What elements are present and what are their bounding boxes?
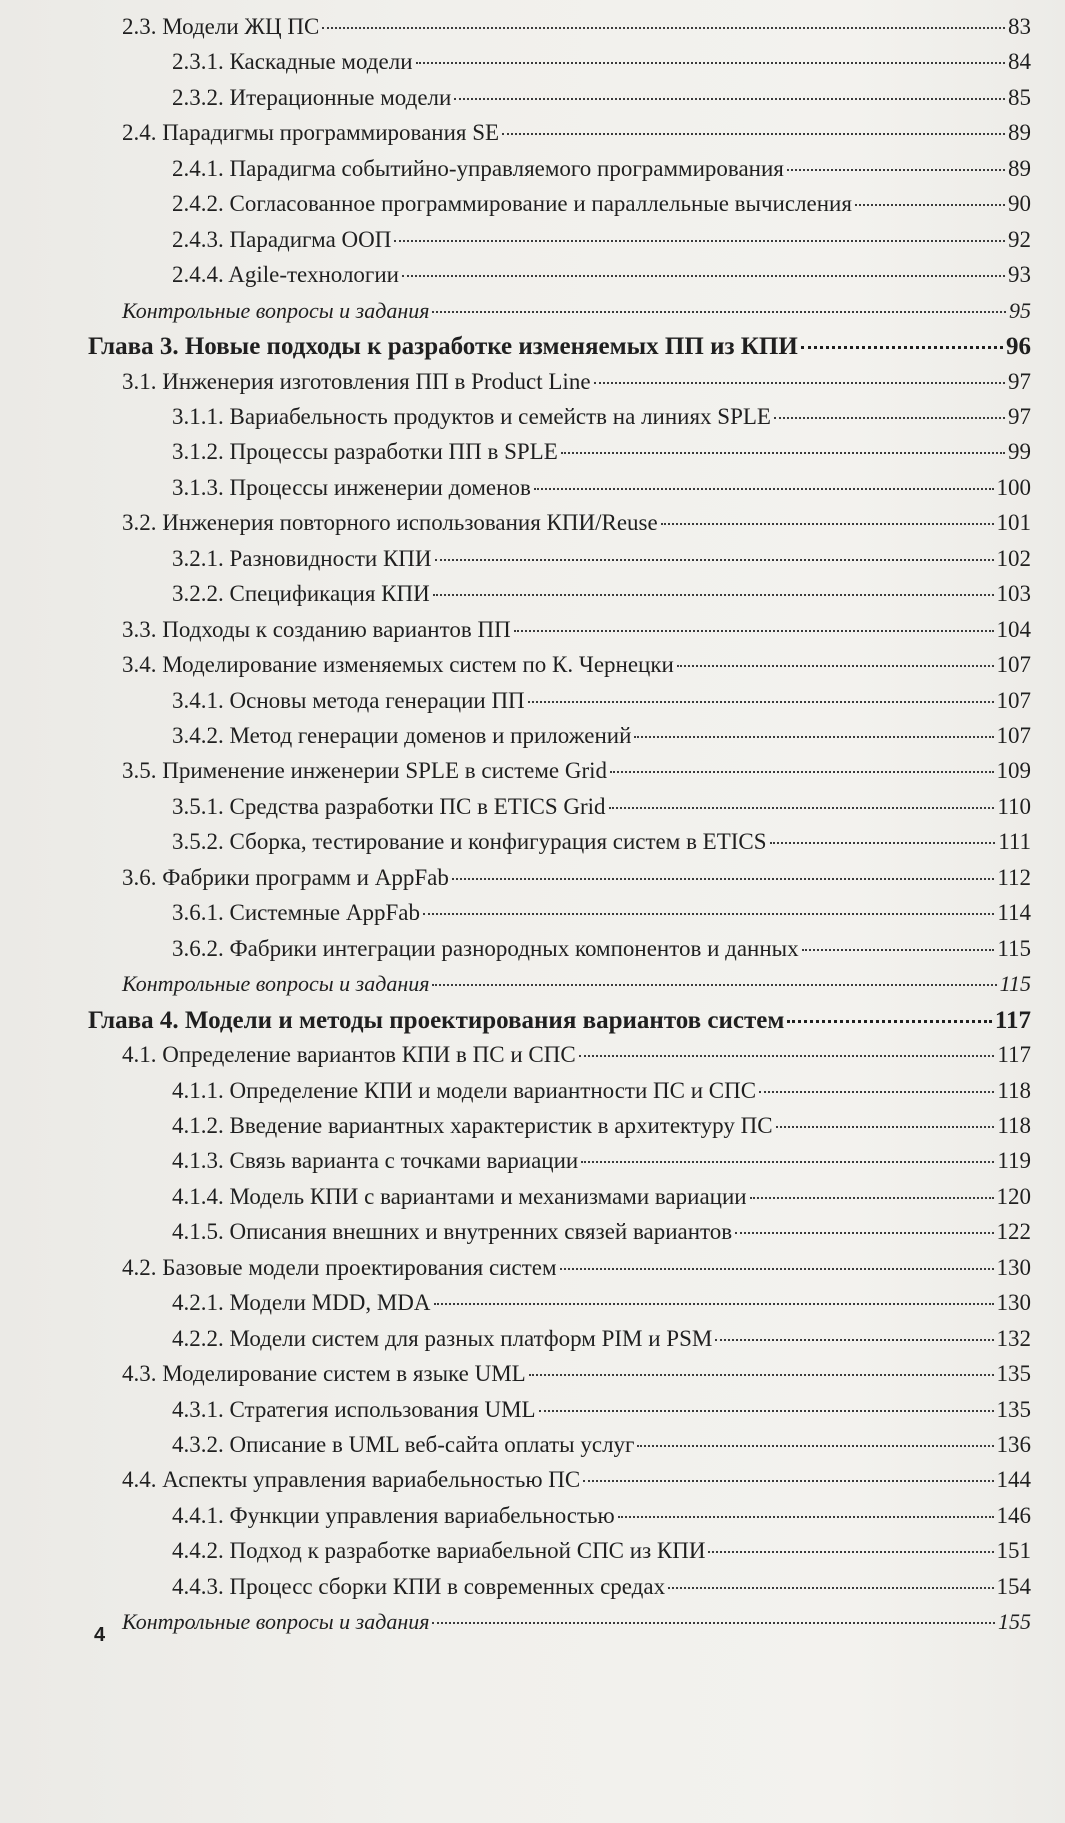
toc-entry-title: 4.1.1. Определение КПИ и модели вариантности ПС и СПС xyxy=(172,1077,757,1103)
toc-entry-page: 120 xyxy=(996,1183,1031,1209)
toc-entry-page: 111 xyxy=(998,829,1031,855)
toc-chapter-entry xyxy=(88,1007,1031,1035)
toc-entry xyxy=(172,1078,1031,1104)
toc-entry-page: 107 xyxy=(996,652,1031,678)
toc-entry-title: 4.3.1. Стратегия использования UML xyxy=(172,1396,536,1422)
dot-leader xyxy=(708,1550,993,1553)
toc-entry-title: 3.6.1. Системные AppFab xyxy=(172,900,421,926)
dot-leader xyxy=(802,948,995,951)
toc-review-questions-entry xyxy=(122,971,1031,997)
toc-entry-title: 3.1.1. Вариабельность продуктов и семейств на линиях SPLE xyxy=(172,403,771,429)
toc-entry xyxy=(122,617,1031,643)
dot-leader xyxy=(661,522,994,525)
toc-entry-page: 90 xyxy=(1008,191,1031,217)
toc-entry-title: 3.5. Применение инженерии SPLE в системе Grid xyxy=(122,758,608,784)
toc-entry-page: 97 xyxy=(1008,368,1031,394)
toc-entry xyxy=(172,156,1031,182)
toc-entry-page: 132 xyxy=(996,1325,1031,1351)
toc-entry xyxy=(172,227,1031,253)
dot-leader xyxy=(770,841,996,844)
toc-entry xyxy=(122,652,1031,678)
dot-leader xyxy=(759,1090,994,1093)
dot-leader xyxy=(581,1160,994,1163)
toc-entry-page: 112 xyxy=(997,864,1031,890)
toc-entry-page: 93 xyxy=(1008,262,1031,288)
dot-leader xyxy=(561,451,1005,454)
dot-leader xyxy=(583,1479,993,1482)
toc-entry xyxy=(172,85,1031,111)
toc-entry-title: 3.1. Инженерия изготовления ПП в Product Line xyxy=(122,368,591,394)
toc-entry-page: 118 xyxy=(997,1077,1031,1103)
toc-entry-title: Глава 3. Новые подходы к разработке изменяемых ПП из КПИ xyxy=(88,333,798,361)
toc-entry-page: 146 xyxy=(996,1502,1031,1528)
toc-entry-title: 3.2.2. Спецификация КПИ xyxy=(172,581,430,607)
dot-leader xyxy=(594,381,1005,384)
toc-entry-page: 135 xyxy=(996,1361,1031,1387)
toc-entry-title: 4.2. Базовые модели проектирования систем xyxy=(122,1254,557,1280)
toc-entry xyxy=(122,1361,1031,1387)
toc-entry-title: 4.1. Определение вариантов КПИ в ПС и СПС xyxy=(122,1042,576,1068)
toc-entry-page: 154 xyxy=(996,1573,1031,1599)
dot-leader xyxy=(434,1302,994,1305)
toc-entry-page: 115 xyxy=(999,971,1031,997)
toc-entry-page: 92 xyxy=(1008,226,1031,252)
toc-entry-title: 3.3. Подходы к созданию вариантов ПП xyxy=(122,616,511,642)
toc-entry-title: 3.2.1. Разновидности КПИ xyxy=(172,545,432,571)
toc-entry-title: 3.4.2. Метод генерации доменов и приложений xyxy=(172,723,632,748)
toc-entry-page: 122 xyxy=(996,1219,1031,1245)
dot-leader xyxy=(610,770,993,773)
toc-entry-title: 2.4.2. Согласованное программирование и параллельные вычисления xyxy=(172,191,852,217)
dot-leader xyxy=(502,132,1005,135)
toc-entry-title: 4.1.4. Модель КПИ с вариантами и механизмами вариации xyxy=(172,1183,747,1209)
toc-entry xyxy=(172,1432,1031,1458)
toc-entry-page: 83 xyxy=(1008,14,1031,39)
toc-entry xyxy=(122,1467,1031,1493)
toc-entry-title: 2.3. Модели ЖЦ ПС xyxy=(122,14,320,39)
toc-entry-title: 2.4.3. Парадигма ООП xyxy=(172,226,392,252)
toc-entry-title: 3.6. Фабрики программ и AppFab xyxy=(122,864,449,890)
toc-entry-title: 4.4.1. Функции управления вариабельностью xyxy=(172,1502,615,1528)
dot-leader xyxy=(787,1019,991,1023)
toc-entry xyxy=(172,1113,1031,1139)
toc-entry xyxy=(172,1148,1031,1174)
toc-entry-page: 110 xyxy=(997,793,1031,819)
toc-entry-page: 155 xyxy=(998,1609,1031,1635)
toc-entry-title: 4.1.3. Связь варианта с точками вариации xyxy=(172,1148,579,1174)
dot-leader xyxy=(677,664,994,667)
toc-entry-page: 89 xyxy=(1008,120,1031,146)
toc-entry-page: 99 xyxy=(1008,439,1031,465)
dot-leader xyxy=(801,345,1003,349)
toc-entry-title: 3.4. Моделирование изменяемых систем по К. Чернецки xyxy=(122,652,674,678)
toc-entry-title: 3.5.2. Сборка, тестирование и конфигурация систем в ETICS xyxy=(172,829,767,855)
toc-entry-title: 2.4.4. Agile-технологии xyxy=(172,262,399,288)
dot-leader xyxy=(560,1267,994,1270)
toc-entry xyxy=(122,510,1031,536)
dot-leader xyxy=(750,1196,994,1199)
dot-leader xyxy=(416,61,1005,64)
toc-entry xyxy=(172,546,1031,572)
toc-entry-page: 95 xyxy=(1009,297,1031,323)
toc-entry-title: Контрольные вопросы и задания xyxy=(122,297,430,323)
toc-entry xyxy=(172,404,1031,430)
toc-entry-title: 2.3.2. Итерационные модели xyxy=(172,84,452,110)
dot-leader xyxy=(787,168,1005,171)
toc-entry xyxy=(172,688,1031,714)
dot-leader xyxy=(579,1054,995,1057)
dot-leader xyxy=(668,1586,993,1589)
toc-entry xyxy=(172,1503,1031,1529)
toc-entry-page: 135 xyxy=(996,1396,1031,1422)
toc-entry-page: 85 xyxy=(1008,84,1031,110)
toc-entry-page: 97 xyxy=(1008,403,1031,429)
dot-leader xyxy=(634,735,993,738)
toc-entry xyxy=(172,581,1031,607)
toc-entry-page: 107 xyxy=(996,723,1031,748)
dot-leader xyxy=(322,26,1005,29)
toc-entry xyxy=(122,120,1031,146)
toc-entry-page: 96 xyxy=(1006,333,1031,361)
toc-entry-page: 84 xyxy=(1008,49,1031,75)
toc-entry-page: 101 xyxy=(996,510,1031,536)
toc-entry-title: 4.1.2. Введение вариантных характеристик в архитектуру ПС xyxy=(172,1112,773,1138)
toc-entry xyxy=(172,900,1031,926)
dot-leader xyxy=(855,203,1005,206)
toc-entry xyxy=(122,1042,1031,1068)
toc-entry-page: 100 xyxy=(996,474,1031,500)
toc-entry-page: 119 xyxy=(997,1148,1031,1174)
dot-leader xyxy=(432,983,996,986)
dot-leader xyxy=(435,558,994,561)
toc-entry xyxy=(172,1574,1031,1600)
toc-entry-title: 3.2. Инженерия повторного использования КПИ/Reuse xyxy=(122,510,658,536)
dot-leader xyxy=(539,1409,994,1412)
dot-leader xyxy=(776,1125,995,1128)
toc-entry-page: 151 xyxy=(996,1538,1031,1564)
toc-entry xyxy=(172,794,1031,820)
toc-entry-title: 2.4. Парадигмы программирования SE xyxy=(122,120,500,146)
toc-entry xyxy=(172,262,1031,288)
dot-leader xyxy=(433,593,994,596)
toc-entry xyxy=(172,829,1031,855)
dot-leader xyxy=(618,1515,994,1518)
toc-entry xyxy=(172,191,1031,217)
dot-leader xyxy=(454,97,1005,100)
dot-leader xyxy=(534,487,994,490)
toc-entry xyxy=(172,475,1031,501)
toc-entry-title: 3.4.1. Основы метода генерации ПП xyxy=(172,687,525,713)
toc-entry-page: 144 xyxy=(996,1467,1031,1493)
dot-leader xyxy=(774,416,1005,419)
toc-entry-title: 4.3. Моделирование систем в языке UML xyxy=(122,1361,526,1387)
toc-entry xyxy=(172,1290,1031,1316)
toc-entry xyxy=(122,1255,1031,1281)
dot-leader xyxy=(637,1444,993,1447)
toc-entry-title: 3.1.2. Процессы разработки ПП в SPLE xyxy=(172,439,558,465)
toc-entry-page: 109 xyxy=(996,758,1031,784)
toc-entry xyxy=(172,1326,1031,1352)
dot-leader xyxy=(402,274,1005,277)
dot-leader xyxy=(423,912,994,915)
toc-entry-page: 136 xyxy=(996,1432,1031,1457)
toc-entry-title: 3.6.2. Фабрики интеграции разнородных компонентов и данных xyxy=(172,935,799,961)
toc-entry xyxy=(122,758,1031,784)
toc-entry-title: 4.2.2. Модели систем для разных платформ PIM и PSM xyxy=(172,1325,713,1351)
toc-entry-page: 115 xyxy=(997,935,1031,961)
dot-leader xyxy=(528,700,994,703)
toc-entry xyxy=(172,49,1031,75)
toc-entry-title: 4.4. Аспекты управления вариабельностью ПС xyxy=(122,1467,581,1493)
toc-entry-page: 117 xyxy=(994,1006,1031,1034)
toc-entry-title: 4.2.1. Модели MDD, MDA xyxy=(172,1290,431,1316)
toc-entry-title: 2.3.1. Каскадные модели xyxy=(172,49,413,75)
toc-entry-title: Глава 4. Модели и методы проектирования вариантов систем xyxy=(88,1006,785,1034)
toc-chapter-entry xyxy=(88,333,1031,361)
toc-entry-page: 107 xyxy=(996,687,1031,713)
toc-entry-title: 4.4.3. Процесс сборки КПИ в современных средах xyxy=(172,1573,666,1599)
toc-entry xyxy=(172,1538,1031,1564)
dot-leader xyxy=(432,1621,995,1624)
toc-review-questions-entry xyxy=(122,1609,1031,1635)
dot-leader xyxy=(715,1338,993,1341)
page-number: 4 xyxy=(94,1624,106,1646)
toc-entry-title: 4.3.2. Описание в UML веб-сайта оплаты услуг xyxy=(172,1432,635,1457)
toc-entry xyxy=(122,865,1031,891)
toc-entry-page: 117 xyxy=(997,1042,1031,1068)
dot-leader xyxy=(529,1373,994,1376)
dot-leader xyxy=(735,1231,993,1234)
toc-entry xyxy=(172,439,1031,465)
toc-entry-page: 130 xyxy=(996,1290,1031,1316)
toc-entry xyxy=(172,723,1031,749)
toc-entry xyxy=(172,1397,1031,1423)
toc-entry xyxy=(122,14,1031,40)
toc-entry-page: 102 xyxy=(996,545,1031,571)
toc-entry-page: 104 xyxy=(996,616,1031,642)
toc-entry xyxy=(172,1219,1031,1245)
toc-entry-title: 4.1.5. Описания внешних и внутренних связей вариантов xyxy=(172,1219,733,1245)
toc-entry-title: 3.5.1. Средства разработки ПС в ETICS Grid xyxy=(172,793,606,819)
toc-entry-page: 89 xyxy=(1008,155,1031,181)
toc-entry-page: 103 xyxy=(996,581,1031,607)
toc-entry-title: Контрольные вопросы и задания xyxy=(122,1609,430,1635)
toc-review-questions-entry xyxy=(122,298,1031,324)
dot-leader xyxy=(514,629,994,632)
toc-entry-title: Контрольные вопросы и задания xyxy=(122,971,430,997)
toc-entry-page: 114 xyxy=(997,900,1031,926)
toc-entry xyxy=(172,1184,1031,1210)
toc-entry xyxy=(122,369,1031,395)
dot-leader xyxy=(394,239,1005,242)
toc-entry-page: 130 xyxy=(996,1254,1031,1280)
toc-entry-page: 118 xyxy=(997,1112,1031,1138)
toc-entry-title: 3.1.3. Процессы инженерии доменов xyxy=(172,474,531,500)
dot-leader xyxy=(452,877,994,880)
toc-entry xyxy=(172,936,1031,962)
dot-leader xyxy=(432,310,1006,313)
toc-entry-title: 2.4.1. Парадигма событийно-управляемого программирования xyxy=(172,155,784,181)
dot-leader xyxy=(609,806,995,809)
toc-entry-title: 4.4.2. Подход к разработке вариабельной СПС из КПИ xyxy=(172,1538,706,1564)
